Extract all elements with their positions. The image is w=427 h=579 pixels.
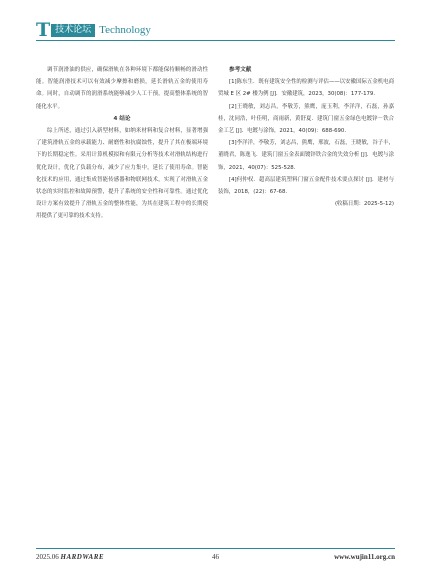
journal-name: HARDWARE — [60, 553, 105, 561]
issue-info — [36, 553, 104, 561]
body-paragraph-2: 综上所述，通过引入新型材料，如纳米材料和复合材料，显著增强了建筑滑轨五金的承载能力、耐磨性和抗腐蚀性，提升了其在极端环境下的长期稳定性。采用计算机模拟和有限元分析等技术对滑轨结构进行优化设计，优化了负载分布，减少了应力集中，延长了使用寿命。智能化技术的应用，通过集成智能传感器和物联网技术，实现了对滑轨五金状态的实时监控和故障预警，提升了系统的安全性和可靠性。通过优化设计方案有效提升了滑轨五金的整体性能，为其在建筑工程中的长期使用提供了更可靠的技术支持。 — [36, 128, 208, 220]
journal-website: www.wujin11.org.cn — [334, 553, 395, 561]
right-column — [218, 64, 394, 210]
reference-item-4: [4]何仲权．超高层建筑塑料门窗五金配件技术要点探讨 [J]．建材与装饰，2018，(22)：67-68． — [218, 176, 394, 196]
page-header — [36, 19, 151, 41]
received-date: (收稿日期：2025-5-12) — [334, 201, 394, 208]
section-english-title: Technology — [99, 24, 151, 36]
reference-item-1: [1]陈东生．既有建筑安全性的检测与评估——以安徽国际五金机电商贸城 E 区 2# 楼为例 [J]．安徽建筑，2023，30(08)：177-179． — [218, 79, 394, 98]
footer-divider — [36, 548, 395, 549]
journal-logo: T — [36, 19, 51, 41]
references-heading: 参考文献 — [229, 67, 252, 73]
conclusion-heading: 4 结论 — [113, 115, 131, 122]
header-divider — [36, 40, 395, 41]
left-column — [36, 64, 208, 223]
reference-item-3: [3]李洋洋，李敬芳，刘志昌，熊鹰，邢波，石磊，王晓敏，谷子丰，董晓君，陈逸飞．建筑门窗五金表面镀锌铁合金的失效分析 [J]．电镀与涂饰，2021，40(07)：525-528． — [218, 140, 394, 171]
page-number: 46 — [212, 553, 219, 561]
reference-item-2: [2]王晓敏，刘志昌，李敬芳，熊鹰，庞玉利，李洋洋，石磊，孙嘉桂，沈同浩，叶佳明，商雨新，黄舒夏．建筑门窗五金绿色电镀锌－铁合金工艺 [J]．电镀与涂饰，2021，40(09)：688-690． — [218, 103, 394, 135]
section-tag: 技术论坛 — [51, 24, 95, 37]
body-paragraph-1: 调节润滑油的供应，确保滑轨在各种环境下都能保持顺畅的滑动性能。智能润滑技术可以有效减少摩擦和磨损，延长滑轨五金的使用寿命。同时，自动调节的润滑系统能够减少人工干预，提高整体系统的智能化水平。 — [36, 67, 208, 110]
page-footer — [36, 553, 395, 565]
issue-date: 2025.06 — [36, 553, 59, 561]
